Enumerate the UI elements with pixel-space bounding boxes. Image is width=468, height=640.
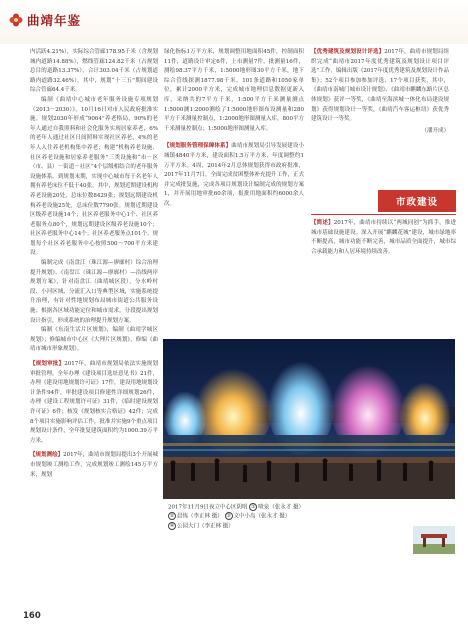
section-design-awards — [311, 48, 449, 125]
paragraph: 编制《东南生活片区规划》，编制《曲靖学城区规划》；修编城市中心区《大理片区规划》，修编《曲靖市城市形象规划》。 — [30, 327, 158, 353]
caption-item: 公园大门（李正林 摄） — [177, 523, 234, 530]
section-planning-approval — [30, 360, 158, 446]
caption-line — [168, 512, 404, 521]
photo-caption — [168, 503, 453, 531]
flower-icon — [8, 12, 24, 28]
caption-number: ④ — [169, 522, 175, 529]
paragraph: 编制完成《南盘江（珠江源—廖廓村）综合治理提升规划》、《南盘江（珠江源—廖廓村）—沿线两岸规划方案》，针对南盘江（曲靖城区段），分水岭村段、小河区域、分流汇入口等典型区域，实施系统提升治理，有针对性地规划布局城市街道公共服务设施；根据各区域功能定位和城市需求，分段提出规划设计指引，形成系统的治理提升规划方案。 — [30, 260, 158, 324]
section-text: 2017年，曲靖市规划局依法实施规划审批管理，全年办理《建设项目选址意见书》21件，办理《建设用地规划许可证》17件，建设用地规划设计条件94件，审批建设项目修建性详细规划26件，办理《建设工程规划许可证》31件，《临时建设规划许可证》6件；核发《规划核实合格证》42件；完成8个项目实施影响评估工作，批准并实施9个重点项目规划设计条件，全年批复建筑面积约为1000.39万平方米。 — [30, 361, 159, 444]
caption-item: 喷泉（张永才 摄） — [258, 504, 304, 511]
section-text: 曲靖市规划局引导发展建设小城镇4840平方米，建设面积1.5万平方米，年度调整约1万平方米。4周，2014年2月总体规划获得市政府批准，2017年11月7日，全面完成贫困整体补充提升工作，正式并完成批复施，完成各项目规划设计编制完成的规划方案1，并开展用地审批60余项，报批用地面积约6000余人次。 — [164, 143, 304, 207]
caption-number: ③ — [226, 513, 231, 520]
caption-item: 文中小岛（张永才 摄） — [233, 513, 291, 520]
logo-text: 曲靖年鉴 — [27, 13, 82, 28]
fountain-night-photo — [163, 339, 455, 499]
section-text: 2017年，曲靖市持续以“两城同创”为抓手，推进城市基础设施建设。深入开展“麒麟花城”建设，城市绿地率不断提高，城市功能不断完善，城市品质全面提升，城市综合承载能力和人居环境持续改善。 — [311, 220, 456, 255]
section-heading-municipal: 市政建设 — [378, 190, 456, 212]
caption-item: 晨练（李正林 摄） — [177, 513, 223, 520]
author-signature: （潘开成） — [421, 127, 449, 134]
section-tag: 【规划审批】 — [30, 361, 65, 367]
right-column — [311, 48, 449, 136]
caption-line — [168, 503, 453, 512]
middle-column — [164, 48, 304, 210]
overview-block — [311, 219, 456, 257]
caption-text: 2017年11月9日夜立中心区阴明 — [168, 504, 248, 511]
heading-divider — [311, 214, 456, 215]
section-tag: 【优秀建筑及规划设计评选】 — [311, 49, 385, 55]
section-text: 2017年，曲靖市规划局提出3个开展城市规划竣工测绘工作，完成规划竣工测绘145万平方米，规划 — [30, 452, 158, 478]
caption-line — [168, 522, 453, 531]
page-number: 160 — [23, 611, 41, 621]
paragraph: 内活跃4.21%），实际综合管廊178.95千米（含规划城内道路14.88%），燃线管廊124.82千米（占规划总目的道路13.37%），合计303.04千米（占规划道路内道路32.46%）。其中，规划“十三五”期间建设综合管廊64.4千米。 — [30, 49, 158, 94]
page-header — [0, 0, 468, 44]
left-column — [30, 48, 158, 480]
section-tag: 【规划测绘】 — [30, 452, 64, 459]
section-tag: 【规划服务管理保障体系】 — [164, 143, 232, 150]
yearbook-logo — [8, 9, 81, 31]
caption-number: ② — [169, 513, 175, 520]
section-overview — [311, 219, 456, 257]
section-tag: 【简述】 — [311, 220, 334, 226]
paragraph: 绿化指标1万平方米，规划调整用地面积45件，控制面积11件，道路设计审定6件，上市测量7件，批测量16件，测绘98.37平方千米，1:5000地形图30平方千米，地下综合管线探测1877.98千米，101条道路和1050家单位，累计2000平方米，完成城市地理信息数据更新入库，采纳共的7平方千米，1:500平方千米测量测点1:5000测1:2000测绘了1:5000地形图布设测量和280平方千米测量控制点，1:2000地形图测量入库，800平方千米测量控制点；1:5000地形图测量入库。 — [164, 49, 304, 132]
caption-number: ① — [251, 504, 256, 510]
section-planning-survey — [30, 451, 158, 480]
section-text: 2017年，曲靖市规划局组织完成“曲靖市2017年度优秀建筑及规划设计项目评选”工作，编辑出版《2017年度优秀建筑及规划设计作品集》；52个项目参加参加评选，17个项目获奖，其中，《曲靖市南城门城市设计规划》、《曲靖市麒麟东路片区总体规划》获评一等奖，《曲靖至海滨城一体化布局建设规划》获得规划设计一等奖，《曲靖汽车客运枢纽》获优秀建筑设计一等奖。 — [311, 49, 449, 123]
paragraph: 编制《曲靖中心城市老年服务设施专项规划（2013－2030）》。10月16日对市人民政府批准实施。规划2030年形成“9064”养老格局，90%的老年人通过自我照料和社会化服务实现居家养老，6%的老年人通过社区日间照料实现社区养老，4%的老年人入住养老机构集中养老；构建“机构养老设施、社区养老设施和居家养老服务”三类设施和“市－区（市、县）－街道－社区”4个层级相结合的老年服务设施体系。到规划末期，实现中心城市每千名老年人拥有养老床位不低于40张。其中，规划近期建设机构养老设施20处，总床位数8429张；规划远期建设机构养老设施25处，总床位数7790张。规划近期建设区级养老设施14个；社区养老服务中心1个、社区养老服务点80个，规划远期建设区级养老设施10个；社区养老服务中心14个；社区养老服务点101个。规划每个社区养老服务中心按照500～700平方米建设。 — [30, 96, 159, 257]
park-gate-thumbnail — [413, 526, 455, 554]
section-service-system — [164, 142, 304, 209]
